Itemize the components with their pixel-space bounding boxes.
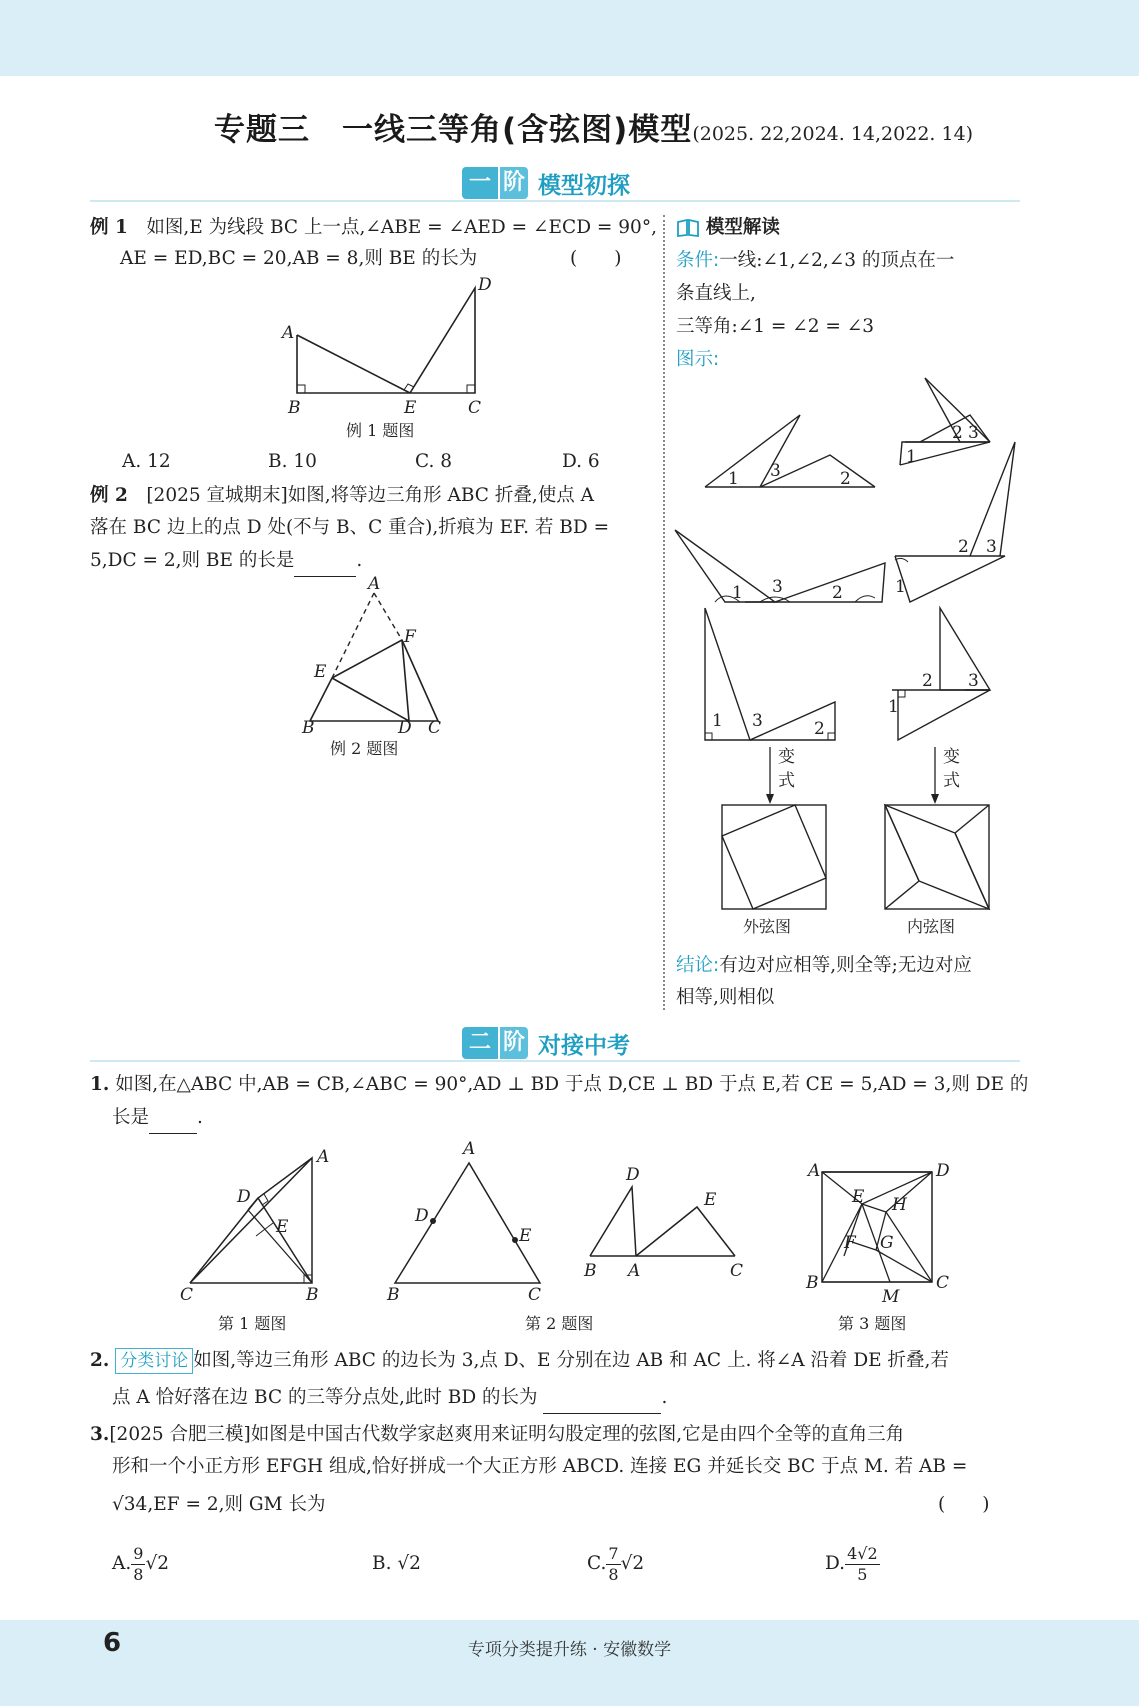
stage1-header: 一 阶 模型初探 xyxy=(462,166,630,200)
q3-point-f: F xyxy=(844,1233,856,1253)
svg-text:1: 1 xyxy=(732,583,743,603)
q3-point-m: M xyxy=(882,1287,900,1307)
q3-point-d: D xyxy=(936,1161,950,1181)
q3-option-b[interactable]: B. √2 xyxy=(372,1553,421,1574)
q2-point-c: C xyxy=(528,1285,542,1305)
ex2-point-a: A xyxy=(368,574,381,594)
svg-text:1: 1 xyxy=(888,697,899,717)
svg-text:1: 1 xyxy=(895,577,906,597)
q1-point-a: A xyxy=(317,1147,330,1167)
svg-text:式: 式 xyxy=(778,771,795,791)
svg-text:3: 3 xyxy=(752,711,763,731)
svg-text:3: 3 xyxy=(770,461,781,481)
svg-text:2: 2 xyxy=(958,537,969,557)
svg-text:2: 2 xyxy=(922,671,933,691)
svg-text:3: 3 xyxy=(772,577,783,597)
q2-fig2-point-d: D xyxy=(626,1165,640,1185)
ex1-figure xyxy=(270,275,500,418)
page-number: 6 xyxy=(103,1628,122,1658)
ex2-line3: 5,DC = 2,则 BE 的长是 . xyxy=(90,545,362,577)
q2-line2: 点 A 恰好落在边 BC 的三等分点处,此时 BD 的长为 . xyxy=(112,1382,667,1414)
ex2-point-c: C xyxy=(428,718,442,738)
stage2-rule xyxy=(90,1060,1020,1062)
q3-point-c: C xyxy=(936,1273,950,1293)
q2-figure-fold xyxy=(580,1160,750,1300)
q3-figure xyxy=(800,1160,960,1310)
svg-text:变: 变 xyxy=(778,747,795,767)
ex2-figure xyxy=(300,574,450,738)
q2-point-e: E xyxy=(519,1226,532,1246)
top-band xyxy=(0,0,1139,76)
q3-line3: √34,EF = 2,则 GM 长为 xyxy=(112,1494,326,1515)
ex2-point-e: E xyxy=(314,662,327,682)
ex1-line1: 例 1 如图,E 为线段 BC 上一点,∠ABE = ∠AED = ∠ECD = 90°, xyxy=(90,217,657,238)
q2-answer-blank[interactable] xyxy=(543,1391,661,1414)
q3-point-h: H xyxy=(892,1195,907,1215)
model-diagrams xyxy=(670,370,1030,950)
q2-point-d: D xyxy=(415,1206,429,1226)
q2-fig2-point-b: B xyxy=(584,1261,597,1281)
q3-option-a[interactable]: A. $\frac{9}{8}$ √2 xyxy=(112,1543,169,1584)
svg-text:2: 2 xyxy=(952,423,963,443)
outer-chord-caption: 外弦图 xyxy=(743,917,792,936)
q1-point-d: D xyxy=(237,1187,251,1207)
q1-point-c: C xyxy=(180,1285,194,1305)
model-diagram-label: 图示: xyxy=(676,349,720,370)
ex1-line2: AE = ED,BC = 20,AB = 8,则 BE 的长为 xyxy=(120,248,478,269)
model-right-flipped xyxy=(888,608,990,740)
q2-caption: 第 2 题图 xyxy=(525,1314,594,1333)
q3-point-b: B xyxy=(806,1273,819,1293)
q2-fig2-point-a: A xyxy=(628,1261,641,1281)
model-conclusion-2: 相等,则相似 xyxy=(676,987,775,1008)
stage2-header: 二 阶 对接中考 xyxy=(462,1026,630,1060)
q1-line2: 长是 . xyxy=(112,1102,203,1134)
svg-text:式: 式 xyxy=(943,771,960,791)
column-divider xyxy=(663,215,665,1010)
ex1-option-d[interactable]: D. 6 xyxy=(562,451,600,472)
ex1-caption: 例 1 题图 xyxy=(346,421,415,440)
svg-text:2: 2 xyxy=(814,719,825,739)
ex2-point-f: F xyxy=(404,627,416,647)
q2-point-a: A xyxy=(463,1139,476,1159)
ex1-option-a[interactable]: A. 12 xyxy=(122,451,171,472)
bottom-band xyxy=(0,1620,1139,1706)
stage1-rule xyxy=(90,200,1020,202)
q3-line1: 3.[2025 合肥三模]如图是中国古代数学家赵爽用来证明勾股定理的弦图,它是由四个全等的直角三角 xyxy=(90,1424,905,1445)
outer-chord-figure xyxy=(722,805,826,909)
ex2-caption: 例 2 题图 xyxy=(330,739,399,758)
ex1-point-b: B xyxy=(288,398,301,418)
q2-line1: 2. 分类讨论 如图,等边三角形 ABC 的边长为 3,点 D、E 分别在边 AB 和 AC 上. 将∠A 沿着 DE 折叠,若 xyxy=(90,1345,949,1377)
q1-caption: 第 1 题图 xyxy=(218,1314,287,1333)
book-icon xyxy=(676,218,700,238)
q2-figure-triangle xyxy=(385,1138,555,1303)
svg-text:1: 1 xyxy=(712,711,723,731)
q3-caption: 第 3 题图 xyxy=(838,1314,907,1333)
model-heading: 模型解读 xyxy=(676,212,780,244)
ex2-answer-blank[interactable] xyxy=(294,554,356,577)
ex2-point-b: B xyxy=(302,718,315,738)
svg-text:1: 1 xyxy=(906,447,917,467)
q3-line2: 形和一个小正方形 EFGH 组成,恰好拼成一个大正方形 ABCD. 连接 EG 并延长交 BC 于点 M. 若 AB = xyxy=(112,1456,968,1477)
q1-figure xyxy=(180,1147,340,1305)
q3-point-e: E xyxy=(852,1187,865,1207)
book-name: 专项分类提升练 · 安徽数学 xyxy=(467,1640,672,1660)
model-condition-1: 条件:一线:∠1,∠2,∠3 的顶点在一 xyxy=(676,250,955,271)
q1-answer-blank[interactable] xyxy=(149,1111,197,1134)
q1-line1: 1. 如图,在△ABC 中,AB = CB,∠ABC = 90°,AD ⊥ BD 于点 D,CE ⊥ BD 于点 E,若 CE = 5,AD = 3,则 DE 的 xyxy=(90,1074,1029,1095)
model-equal-angles: 三等角:∠1 = ∠2 = ∠3 xyxy=(676,316,875,337)
ex2-line1: 例 2 [2025 宣城期末]如图,将等边三角形 ABC 折叠,使点 A xyxy=(90,485,594,506)
ex1-option-b[interactable]: B. 10 xyxy=(268,451,317,472)
model-condition-2: 条直线上, xyxy=(676,283,756,304)
q2-tag: 分类讨论 xyxy=(115,1348,193,1374)
svg-text:1: 1 xyxy=(728,469,739,489)
model-conclusion-1: 结论:有边对应相等,则全等;无边对应 xyxy=(676,955,972,976)
svg-text:2: 2 xyxy=(832,583,843,603)
q1-point-b: B xyxy=(306,1285,319,1305)
q2-fig2-point-e: E xyxy=(704,1190,717,1210)
q2-fig2-point-c: C xyxy=(730,1261,744,1281)
ex1-point-c: C xyxy=(468,398,482,418)
inner-chord-figure xyxy=(885,805,989,909)
ex1-point-a: A xyxy=(282,323,295,343)
q3-point-a: A xyxy=(808,1161,821,1181)
q3-option-c[interactable]: C. $\frac{7}{8}$ √2 xyxy=(587,1543,645,1584)
ex2-point-d: D xyxy=(398,718,412,738)
q3-option-d[interactable]: D. $\frac{4√2}{5}$ xyxy=(825,1543,878,1584)
page-title: 专题三 一线三等角(含弦图)模型(2025. 22,2024. 14,2022. 14) xyxy=(214,112,974,148)
ex2-line2: 落在 BC 边上的点 D 处(不与 B、C 重合),折痕为 EF. 若 BD = xyxy=(90,517,610,538)
model-right xyxy=(705,608,835,740)
ex1-option-c[interactable]: C. 8 xyxy=(415,451,453,472)
q3-answer-paren: ( ) xyxy=(938,1494,990,1515)
model-acute xyxy=(705,415,875,489)
svg-text:变: 变 xyxy=(943,747,960,767)
ex1-point-d: D xyxy=(478,275,492,295)
inner-chord-caption: 内弦图 xyxy=(907,917,956,936)
svg-text:2: 2 xyxy=(840,469,851,489)
svg-text:3: 3 xyxy=(968,423,979,443)
ex1-point-e: E xyxy=(404,398,417,418)
q2-point-b: B xyxy=(387,1285,400,1305)
q3-point-g: G xyxy=(880,1233,894,1253)
q1-point-e: E xyxy=(276,1217,289,1237)
model-acute-flipped xyxy=(900,378,990,467)
ex1-answer-paren: ( ) xyxy=(570,248,622,269)
svg-text:3: 3 xyxy=(968,671,979,691)
svg-text:3: 3 xyxy=(986,537,997,557)
model-obtuse xyxy=(675,530,885,603)
